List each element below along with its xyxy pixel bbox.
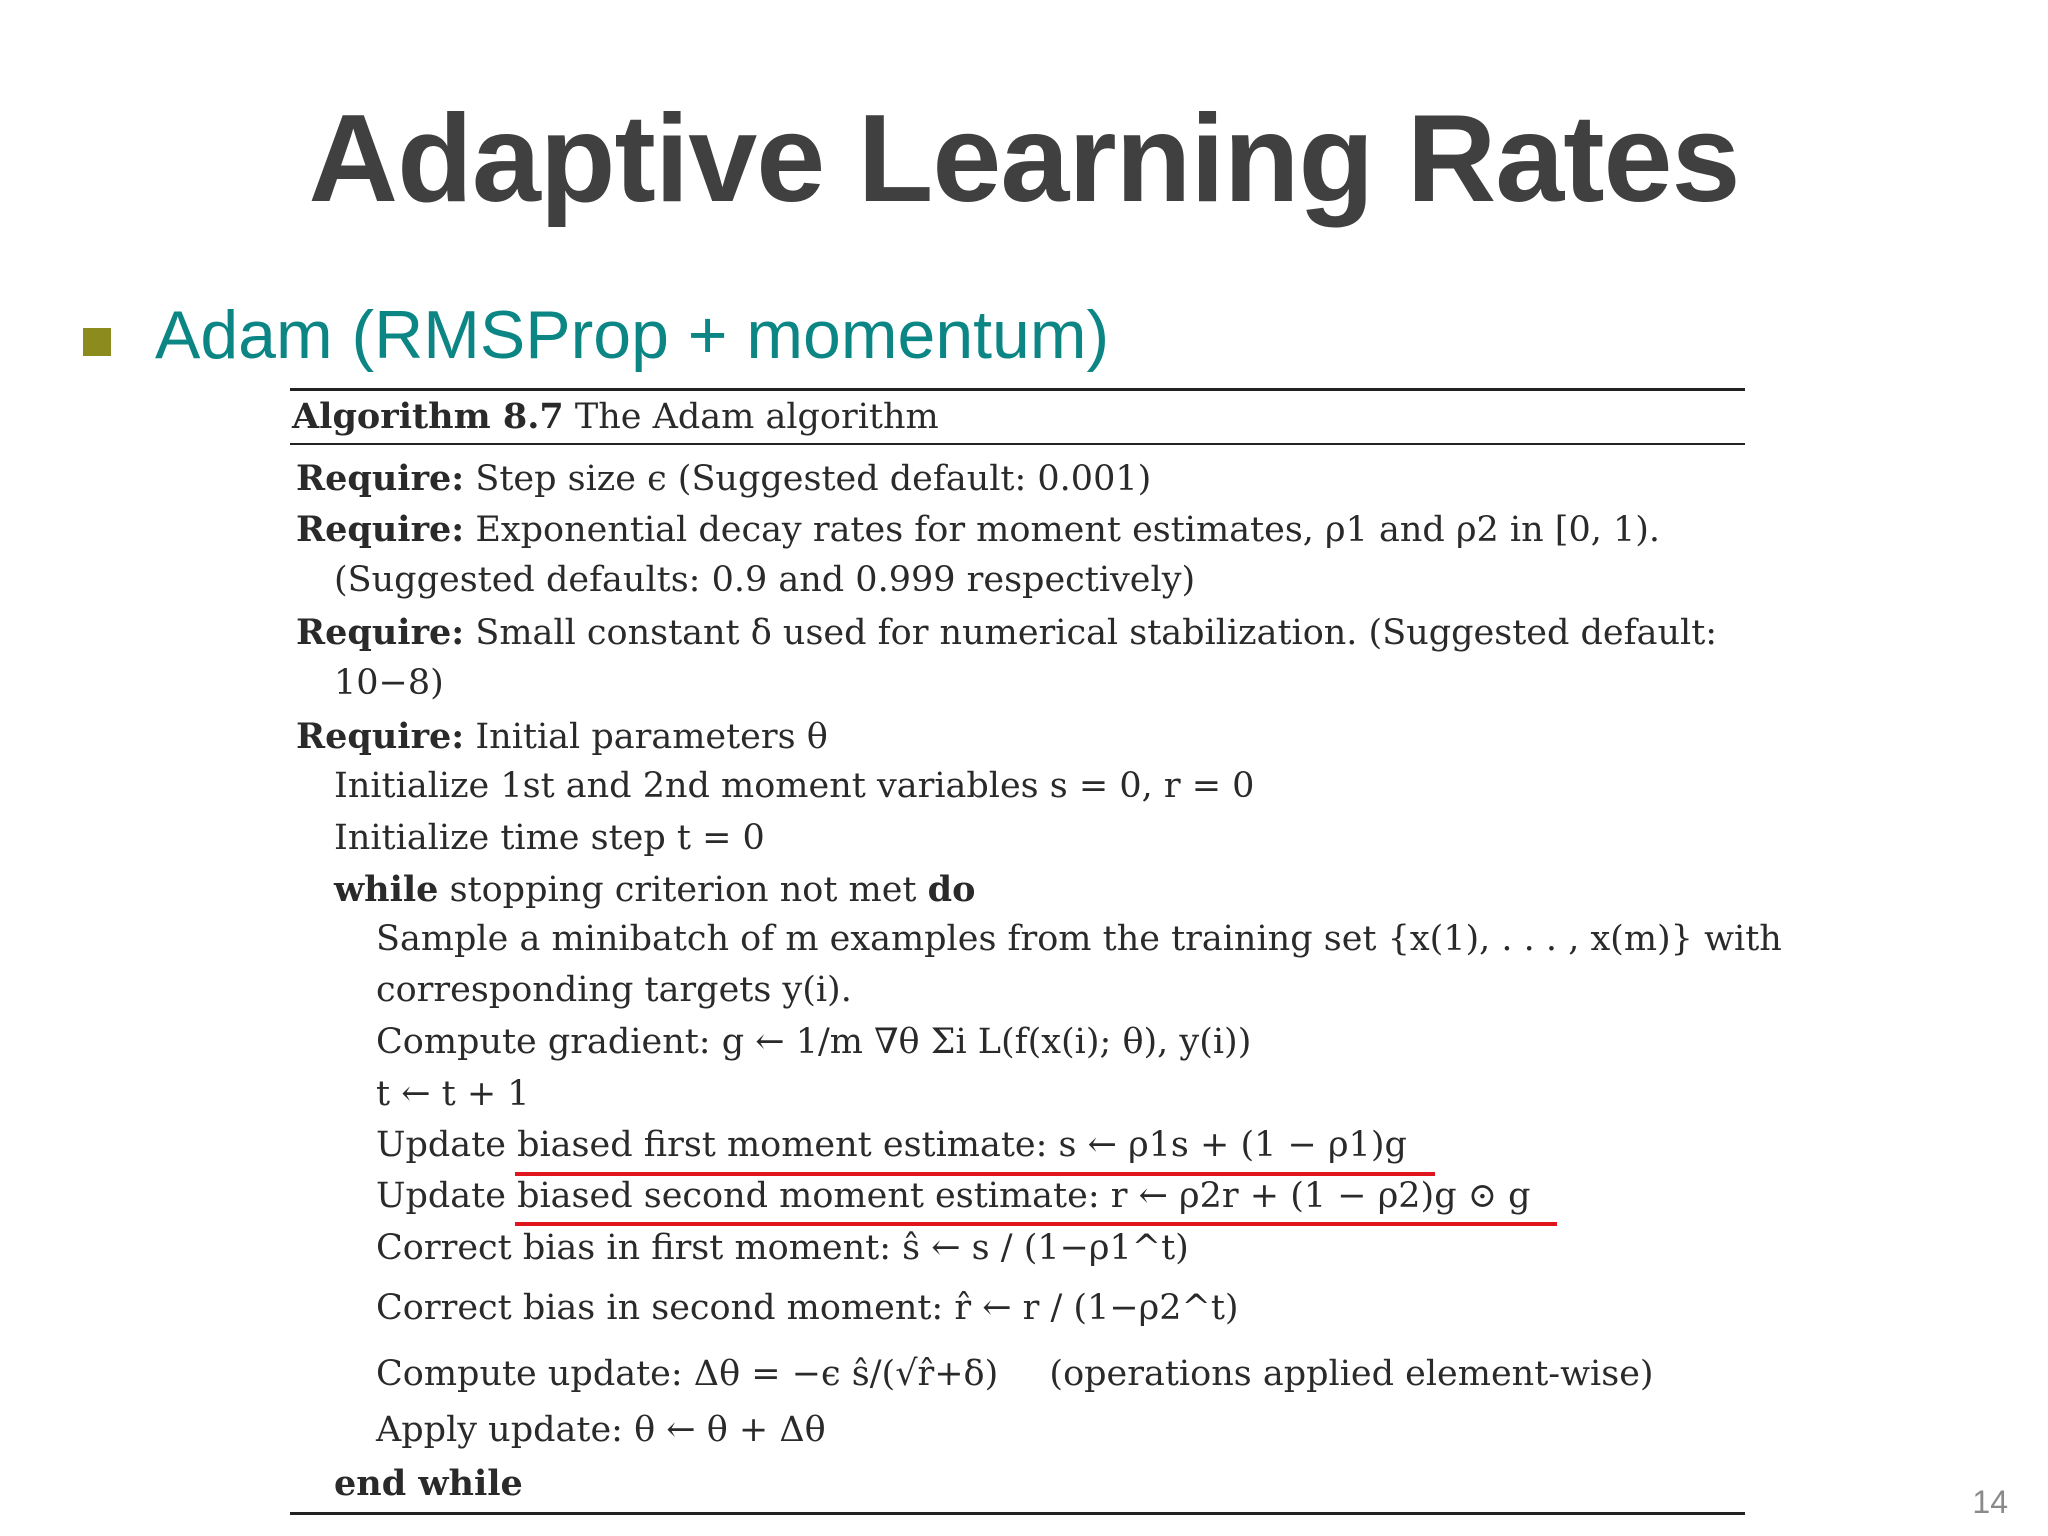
gradient-line: Compute gradient: g ← 1/m ∇θ Σi L(f(x(i); θ), y(i)) [376, 1022, 1252, 1062]
end-while-line: end while [334, 1463, 523, 1504]
while-keyword: while [334, 869, 439, 910]
bottom-rule [290, 1512, 1745, 1515]
sample-line-1: Sample a minibatch of m examples from the training set {x(1), . . . , x(m)} with [376, 919, 1782, 959]
algorithm-name: The Adam algorithm [574, 397, 939, 437]
compute-update-line [376, 1354, 1654, 1394]
caption-rule [290, 443, 1745, 445]
apply-update-line: Apply update: θ ← θ + Δθ [376, 1410, 826, 1450]
time-update-line: t ← t + 1 [376, 1074, 530, 1114]
page-number: 14 [1972, 1484, 2008, 1520]
compute-update-formula: Compute update: Δθ = −ϵ ŝ/(√r̂+δ) [376, 1354, 999, 1394]
do-keyword: do [927, 869, 976, 910]
second-moment-underline [515, 1222, 1557, 1226]
correct-first-line: Correct bias in first moment: ŝ ← s / (1−ρ1^t) [376, 1228, 1189, 1268]
init-time-line: Initialize time step t = 0 [334, 818, 765, 858]
first-moment-line: Update biased first moment estimate: s ← ρ1s + (1 − ρ1)g [376, 1125, 1407, 1165]
sample-line-2: corresponding targets y(i). [376, 970, 852, 1010]
compute-update-note: (operations applied element-wise) [1049, 1354, 1654, 1394]
require-keyword: Require: [296, 716, 465, 757]
second-moment-line: Update biased second moment estimate: r ← ρ2r + (1 − ρ2)g ⊙ g [376, 1176, 1531, 1216]
require-text: Small constant δ used for numerical stabilization. (Suggested default: [475, 613, 1718, 653]
require-text: Initial parameters θ [475, 717, 828, 757]
algorithm-caption [292, 396, 939, 437]
require-line-2-cont: (Suggested defaults: 0.9 and 0.999 respectively) [334, 560, 1196, 600]
while-line [334, 869, 975, 910]
slide-title: Adaptive Learning Rates [308, 90, 1740, 228]
require-line-4 [296, 716, 828, 757]
correct-second-line: Correct bias in second moment: r̂ ← r / (1−ρ2^t) [376, 1288, 1239, 1328]
require-line-3-cont: 10−8) [334, 663, 444, 703]
require-line-2 [296, 509, 1660, 550]
algorithm-number: Algorithm 8.7 [292, 396, 564, 437]
require-keyword: Require: [296, 509, 465, 550]
require-line-3 [296, 612, 1717, 653]
bullet-square-icon [83, 328, 111, 356]
require-line-1 [296, 458, 1151, 499]
require-text: Exponential decay rates for moment estimates, ρ1 and ρ2 in [0, 1). [475, 510, 1661, 550]
require-keyword: Require: [296, 458, 465, 499]
top-rule [290, 388, 1745, 391]
require-text: Step size ϵ (Suggested default: 0.001) [475, 459, 1152, 499]
bullet-text: Adam (RMSProp + momentum) [155, 297, 1110, 373]
while-condition: stopping criterion not met [449, 870, 917, 910]
init-moments-line: Initialize 1st and 2nd moment variables s = 0, r = 0 [334, 766, 1255, 806]
require-keyword: Require: [296, 612, 465, 653]
